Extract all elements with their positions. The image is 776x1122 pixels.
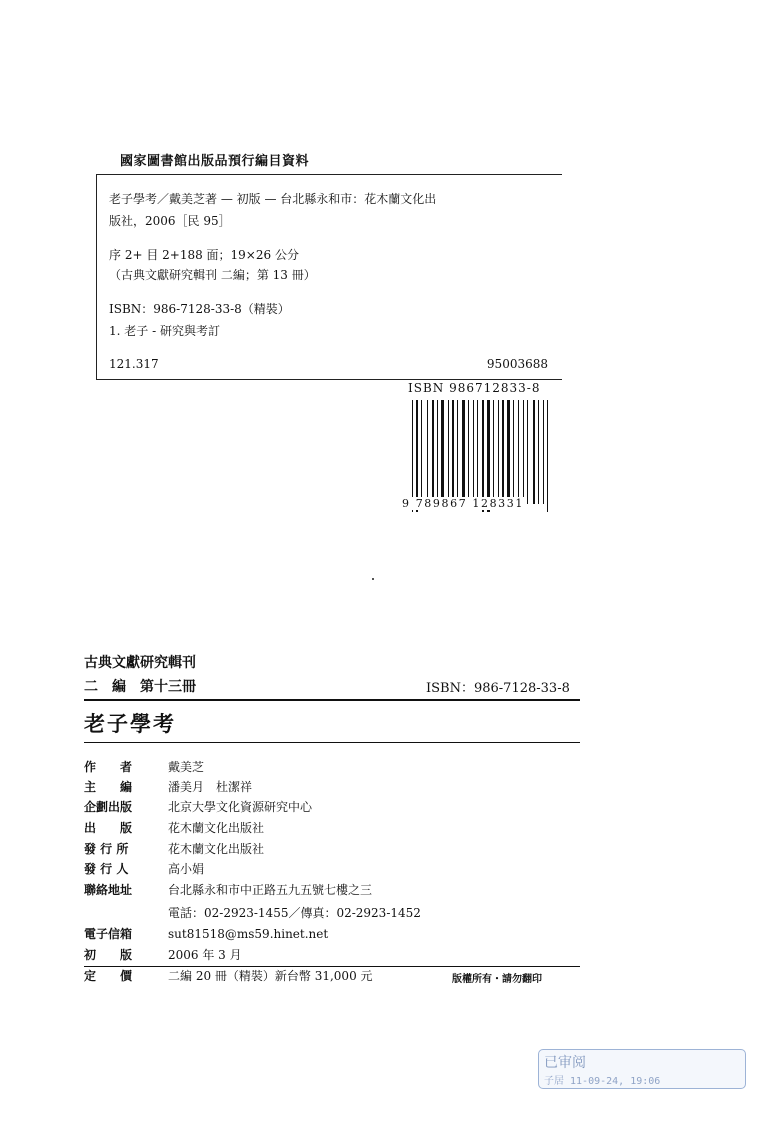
info-label: 聯絡地址 <box>84 883 133 897</box>
info-row <box>84 779 252 795</box>
barcode-bar <box>547 400 548 512</box>
series-title: 古典文獻研究輯刊 <box>84 655 196 671</box>
info-value: 二編 20 冊（精裝）新台幣 31,000 元 <box>168 969 373 983</box>
info-value: 花木蘭文化出版社 <box>168 821 265 835</box>
info-row <box>84 861 204 877</box>
series-volume <box>84 676 210 696</box>
cip-line-pages: 序 2+ 目 2+188 面；19×26 公分 <box>109 248 299 262</box>
info-row <box>84 820 264 836</box>
info-row <box>84 841 264 857</box>
barcode-bar <box>527 400 528 504</box>
series-volume-number: 第十三冊 <box>140 679 196 695</box>
divider <box>84 966 580 967</box>
cip-record-number: 95003688 <box>486 357 548 371</box>
barcode-bar <box>412 400 413 512</box>
isbn: ISBN：986-7128-33-8 <box>426 681 570 696</box>
info-value: 戴美芝 <box>168 760 205 774</box>
info-value: 花木蘭文化出版社 <box>168 842 265 856</box>
barcode-bar <box>493 400 494 504</box>
review-stamp-subtitle: 子居 11-09-24, 19:06 <box>544 1076 661 1087</box>
cip-line-title: 老子學考／戴美芝著 — 初版 — 台北縣永和市：花木蘭文化出 <box>109 192 437 206</box>
info-value: sut81518@ms59.hinet.net <box>168 927 329 941</box>
cip-line-isbn: ISBN：986-7128-33-8（精裝） <box>109 302 290 316</box>
barcode-bar <box>427 400 428 504</box>
info-value: 台北縣永和市中正路五九五號七樓之三 <box>168 883 373 897</box>
info-label: 定 價 <box>84 969 133 983</box>
info-value: 電話：02-2923-1455／傳真：02-2923-1452 <box>168 906 421 920</box>
review-stamp-title: 已审阅 <box>544 1055 586 1071</box>
barcode-bar <box>462 400 465 504</box>
cip-box <box>96 174 562 380</box>
barcode-digits: 9 789867 128331 <box>402 497 524 510</box>
barcode-bar <box>498 400 499 504</box>
info-label: 主 編 <box>84 780 133 794</box>
info-row <box>84 799 312 815</box>
info-row <box>84 926 328 942</box>
info-label: 出 版 <box>84 821 133 835</box>
divider <box>84 742 580 743</box>
barcode-bar <box>416 400 418 512</box>
barcode-bar <box>421 400 422 504</box>
barcode-bar <box>543 400 544 504</box>
info-row <box>84 759 204 775</box>
info-label: 發 行 人 <box>84 862 129 876</box>
barcode-bar <box>468 400 469 504</box>
book-title: 老子學考 <box>84 711 176 736</box>
info-label: 發 行 所 <box>84 842 129 856</box>
barcode-bar <box>441 400 444 504</box>
barcode-bar <box>432 400 434 504</box>
cip-line-series: （古典文獻研究輯刊 二編；第 13 冊） <box>109 268 316 282</box>
barcode-bar <box>452 400 454 504</box>
info-row <box>84 968 373 984</box>
info-value: 潘美月 杜潔祥 <box>168 780 253 794</box>
speck <box>372 578 374 580</box>
barcode-bar <box>487 400 490 512</box>
info-row <box>84 882 372 898</box>
barcode-bar <box>477 400 478 504</box>
review-stamp <box>538 1049 746 1089</box>
barcode-bar <box>523 400 524 504</box>
barcode-bar <box>538 400 539 504</box>
info-label: 電子信箱 <box>84 927 133 941</box>
info-value: 2006 年 3 月 <box>168 948 242 962</box>
series-part: 二 編 <box>84 679 126 695</box>
barcode-bar <box>518 400 519 504</box>
cip-line-subject: 1. 老子 - 研究與考訂 <box>109 324 220 338</box>
divider <box>84 699 580 701</box>
barcode-bar <box>533 400 535 504</box>
cip-classification: 121.317 <box>109 357 159 371</box>
cip-heading: 國家圖書館出版品預行編目資料 <box>120 154 310 169</box>
rights-notice: 版權所有・請勿翻印 <box>452 974 542 985</box>
barcode-bar <box>457 400 458 504</box>
barcode-isbn-label: ISBN 986712833-8 <box>408 381 541 395</box>
barcode-bar <box>473 400 474 504</box>
barcode-bar <box>437 400 438 504</box>
info-label: 初 版 <box>84 948 133 962</box>
info-value: 高小娟 <box>168 862 205 876</box>
barcode-bar <box>448 400 449 504</box>
barcode-bar <box>507 400 510 504</box>
info-label: 企劃出版 <box>84 800 133 814</box>
info-label: 作 者 <box>84 760 133 774</box>
info-row <box>84 905 421 921</box>
info-value: 北京大學文化資源研究中心 <box>168 800 313 814</box>
cip-line-publisher: 版社，2006［民 95］ <box>109 214 231 228</box>
info-row <box>84 947 242 963</box>
barcode-bar <box>482 400 484 512</box>
barcode-bar <box>513 400 514 504</box>
barcode-bar <box>502 400 504 504</box>
